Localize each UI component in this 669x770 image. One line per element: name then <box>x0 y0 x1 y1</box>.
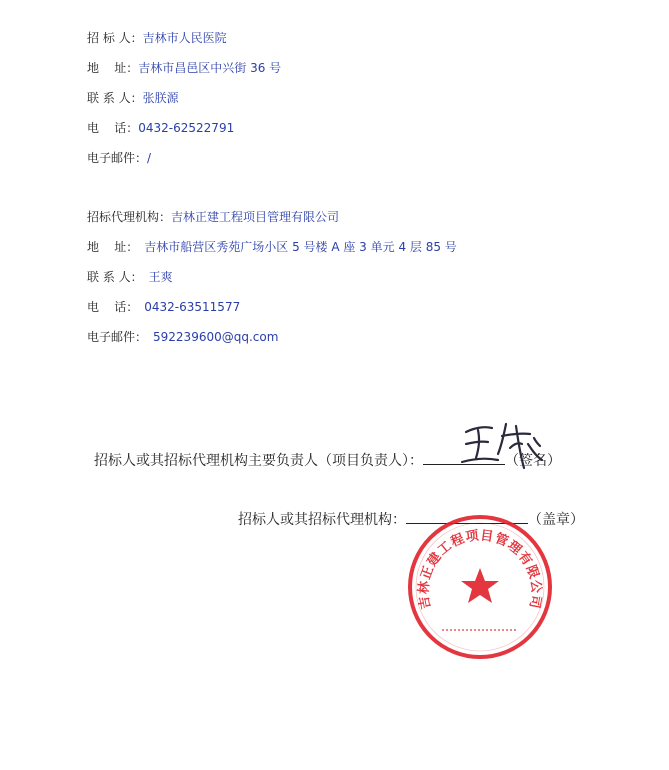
agency-address: 吉林市船营区秀苑广场小区 5 号楼 A 座 3 单元 4 层 85 号 <box>144 240 457 254</box>
seal-line-suffix: （盖章） <box>528 512 584 528</box>
seal-company-textpath: 吉林正建工程项目管理有限公司 <box>416 528 544 611</box>
agency-address-row <box>87 239 457 255</box>
signature-line-label: 招标人或其招标代理机构主要负责人（项目负责人）： <box>94 453 423 469</box>
tenderer-phone-label: 电 话： <box>87 121 139 135</box>
agency-address-label: 地 址： <box>87 240 139 254</box>
agency-phone-row <box>87 299 240 315</box>
tenderer-contact: 张朕源 <box>142 91 179 105</box>
tenderer-contact-row <box>87 90 179 106</box>
signature-line-suffix: （签名） <box>505 453 561 469</box>
tenderer-address-label: 地 址： <box>87 61 139 75</box>
tenderer-email-row <box>87 150 151 166</box>
agency-contact: 王爽 <box>148 270 173 284</box>
tenderer-name-row <box>87 30 227 46</box>
seal-line-label: 招标人或其招标代理机构： <box>238 512 406 528</box>
agency-phone: 0432-63511577 <box>144 300 241 314</box>
tenderer-name: 吉林市人民医院 <box>142 31 227 45</box>
agency-phone-label: 电 话： <box>87 300 139 314</box>
agency-name: 吉林正建工程项目管理有限公司 <box>171 210 340 224</box>
tenderer-contact-label: 联 系 人： <box>87 91 143 105</box>
agency-email-label: 电子邮件： <box>87 330 148 344</box>
tenderer-address-row <box>87 60 281 76</box>
agency-email: 592239600@qq.com <box>153 330 279 344</box>
agency-contact-label: 联 系 人： <box>87 270 143 284</box>
handwritten-signature <box>458 414 548 476</box>
tenderer-address: 吉林市昌邑区中兴街 36 号 <box>138 61 282 75</box>
agency-name-row <box>87 209 339 225</box>
agency-contact-row <box>87 269 173 285</box>
company-seal <box>404 512 556 662</box>
tenderer-phone-row <box>87 120 234 136</box>
agency-email-row <box>87 329 278 345</box>
tenderer-name-label: 招 标 人： <box>87 31 143 45</box>
tenderer-email: / <box>147 151 152 165</box>
tenderer-email-label: 电子邮件： <box>87 151 148 165</box>
agency-name-label: 招标代理机构： <box>87 210 172 224</box>
seal-star-icon <box>461 568 499 603</box>
tenderer-phone: 0432-62522791 <box>138 121 235 135</box>
